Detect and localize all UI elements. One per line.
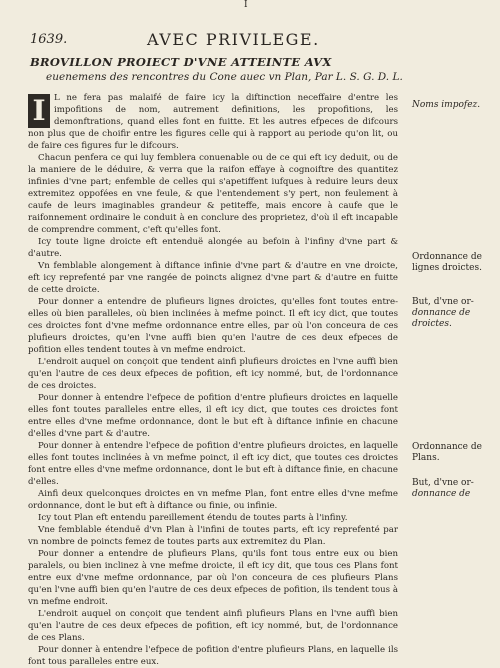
paragraph: Vne femblable étenduë d'vn Plan à l'infini de toutes parts, eft icy reprefenté par vn nombre de poincts femez de toutes parts aux extremitez du Plan. [28, 525, 398, 547]
margin-note-text: But, d'vne or- [412, 297, 474, 307]
signature-mark: I [244, 0, 248, 10]
paragraph: Vn femblable alongement à diftance infinie d'vne part & d'autre en vne droicte, eft icy reprefenté par vne rangée de poincts alignez d'vne part & d'autre en fuitte de cette droicte. [28, 261, 398, 295]
paragraph: Pour donner à entendre l'efpece de pofition d'entre plufieurs Plans, en laquelle ils font tous paralleles entre eux. [28, 645, 398, 667]
paragraph: L'endroit auquel on conçoit que tendent ainfi plufieurs droictes en l'vne auffi bien qu'en l'autre de ces deux efpeces de pofition, eft icy nommé, but, de l'ordonnance de ces droictes. [28, 357, 398, 391]
margin-note-but-plans [412, 478, 500, 500]
margin-note-ordonnance-lignes [412, 252, 500, 274]
paragraph [28, 92, 398, 152]
paragraph: Pour donner a entendre de plufieurs Plans, qu'ils font tous entre eux ou bien paralels, ou bien inclinez à vne mefme droicte, il eft icy dit, que tous ces Plans font entre eux d'vne mefme ordonnance, par où l'on conceura de ces plufieurs Plans qu'en l'vne auffi bien qu'en l'autre de ces deux efpeces de pofition, ils tendent tous à vn mefme endroit. [28, 549, 398, 607]
year: 1639. [30, 32, 68, 47]
margin-note-text: Ordonnance de Plans. [412, 442, 482, 463]
drop-cap: I [28, 94, 50, 128]
paragraph: Pour donner à entendre l'efpece de pofition d'entre plufieurs droictes en laquelle elles font toutes paralleles entre elles, il eft icy dict, que toutes ces droictes font entre elles d'vne mefme ordonnance, dont le but eft à diftance infinie en chacune d'elles d'vne part & d'autre. [28, 393, 398, 439]
privilege-heading: AVEC PRIVILEGE. [147, 30, 320, 49]
margin-note-text: donnance de droictes. [412, 308, 471, 329]
paragraph: Pour donner à entendre l'efpece de pofition d'entre plufieurs droictes, en laquelle elles font toutes inclinées à vn mefme poinct, il eft icy dict, que toutes ces droictes font entre elles d'vne mefme ordonnance, dont le but eft à diftance finie, en chacune d'elles. [28, 441, 398, 487]
margin-note-text: donnance de [412, 489, 471, 499]
paragraph: Icy toute ligne droicte eft entenduë alongée au befoin à l'infiny d'vne part & d'autre. [28, 237, 398, 259]
margin-note-but-droictes [412, 297, 500, 330]
margin-note-text: Ordonnance de lignes droictes. [412, 252, 482, 273]
paragraph: Pour donner a entendre de plufieurs lignes droictes, qu'elles font toutes entre-elles où bien paralleles, où bien inclinées à mefme poinct. Il eft icy dict, que toutes ces droictes font d'vne mefme ordonnance entre elles, par où l'on conceura de ces plufieurs droictes, qu'en l'vne auffi bien qu'en l'autre de ces deux efpeces de pofition elles tendent toutes à vn mefme endroict. [28, 297, 398, 355]
paragraph: Icy tout Plan eft entendu pareillement étendu de toutes parts à l'infiny. [38, 513, 348, 523]
treatise-title: BROVILLON PROIECT D'VNE ATTEINTE AVX [30, 55, 332, 69]
margin-note-ordonnance-plans [412, 442, 500, 464]
treatise-subtitle: euenemens des rencontres du Cone auec vn Plan, Par L. S. G. D. L. [46, 71, 403, 83]
paragraph: Ainfi deux quelconques droictes en vn mefme Plan, font entre elles d'vne mefme ordonnance, dont le but eft à diftance ou finie, ou infinie. [28, 489, 398, 511]
paragraph: L'endroit auquel on conçoit que tendent ainfi plufieurs Plans en l'vne auffi bien qu'en l'autre de ces deux efpeces de pofition, eft icy nommé, but, de l'ordonnance de ces Plans. [28, 609, 398, 643]
paragraph: Chacun penfera ce qui luy femblera conuenable ou de ce qui eft icy deduit, ou de la maniere de le déduire, & verra que la raifon effaye à cognoiftre des quantitez infinies d'vne part; enfemble de celles qui s'apetiffent iufques à reduire leurs deux extremitez oppofées en vne feule, & que l'entendement s'y pert, non feulement à caufe de leurs imaginables grandeur & petiteffe, mais encore à caufe que le raifonnement ordinaire le conduit à en conclure des proprietez, d'où il eft incapable de comprendre comment, c'eft qu'elles font. [28, 153, 398, 235]
margin-note-text: But, d'vne or- [412, 478, 474, 488]
margin-note-text: Noms impofez. [412, 100, 481, 110]
body-text [28, 92, 398, 668]
margin-note-noms [412, 100, 500, 111]
paragraph-text: L ne fera pas malaifé de faire icy la diftinction neceffaire d'entre les impofitions de nom, autrement definitions, les propofitions, les demonftrations, quand elles font en fuitte. Et les autres efpeces de difcours non plus que de choifir entre les figures celle qui à rapport au periode qu'on lit, ou de faire ces figures fur le difcours. [28, 93, 398, 151]
